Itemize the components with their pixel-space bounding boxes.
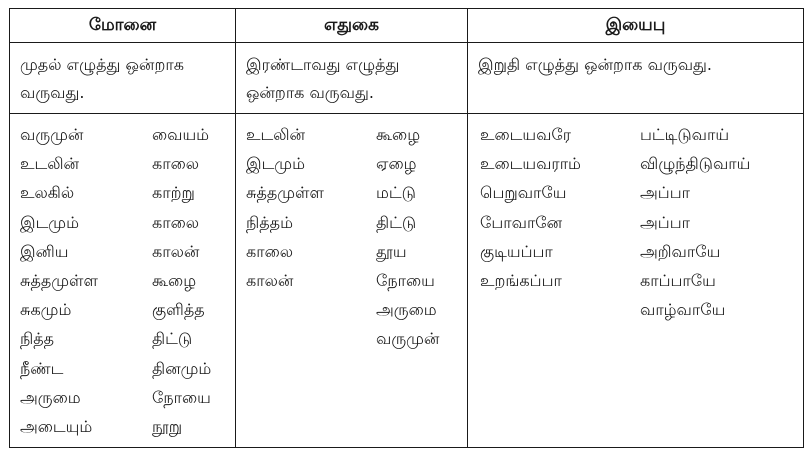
example-word	[480, 295, 630, 324]
example-word: உடலின்	[246, 125, 306, 144]
examples-cell-monai	[10, 114, 236, 448]
example-word: கூழை	[152, 271, 197, 291]
example-word: அருமை	[20, 387, 81, 407]
definition-cell-monai	[10, 43, 236, 114]
definition-iyaibu: இறுதி எழுத்து ஒன்றாக வருவது.	[478, 55, 712, 74]
example-word: சுத்தமுள்ள	[20, 271, 98, 291]
examples-iyaibu	[468, 114, 803, 330]
example-word	[246, 324, 366, 353]
example-word: காலன்	[246, 271, 294, 291]
examples-cell-iyaibu	[468, 114, 804, 448]
example-word: அருமை	[376, 300, 437, 320]
example-word: குளித்த	[152, 300, 205, 320]
example-word: காலன்	[152, 241, 200, 261]
example-word: உடையவரே	[480, 125, 572, 144]
example-word: அப்பா	[640, 212, 690, 232]
example-word: இடமும்	[20, 212, 79, 232]
example-word: திட்டு	[152, 329, 193, 349]
example-word: வருமுன்	[20, 125, 84, 144]
example-word: பெறுவாயே	[480, 183, 567, 203]
example-word: திட்டு	[376, 212, 417, 232]
example-word: மட்டு	[376, 183, 416, 203]
example-word: ஏழை	[376, 154, 417, 174]
example-word: தினமும்	[152, 358, 212, 378]
example-word: காலை	[152, 154, 200, 174]
header-ethugai: எதுகை	[236, 9, 468, 43]
example-word: குடியப்பா	[480, 241, 553, 261]
example-word: கூழை	[376, 125, 421, 144]
example-word: இடமும்	[246, 154, 305, 174]
example-word: அப்பா	[640, 183, 690, 203]
example-word: வாழ்வாயே	[640, 300, 726, 320]
example-word: நீண்ட	[20, 358, 64, 378]
example-word: உறங்கப்பா	[480, 271, 562, 291]
example-word: நித்தம்	[246, 212, 293, 232]
examples-row	[10, 114, 804, 448]
definition-ethugai: இரண்டாவது எழுத்து ஒன்றாக வருவது.	[246, 55, 400, 102]
example-word: நோயை	[376, 271, 435, 291]
example-word: காலை	[246, 241, 294, 261]
example-word: போவானே	[480, 212, 563, 232]
example-word: அடையும்	[20, 417, 93, 437]
example-word: காற்று	[152, 183, 195, 203]
example-word: பட்டிடுவாய்	[640, 125, 730, 144]
header-row	[10, 9, 804, 43]
examples-ethugai	[236, 114, 467, 360]
example-word: சுகமும்	[20, 300, 72, 320]
example-word: காலை	[152, 212, 200, 232]
example-word: வையம்	[152, 125, 210, 144]
definition-monai: முதல் எழுத்து ஒன்றாக வருவது.	[20, 55, 184, 102]
example-word: நோயை	[152, 387, 211, 407]
example-word: உடையவராம்	[480, 154, 581, 174]
example-word: உடலின்	[20, 154, 80, 174]
header-iyaibu: இயைபு	[468, 9, 804, 43]
example-word: இனிய	[20, 241, 69, 261]
definition-cell-iyaibu	[468, 43, 804, 114]
header-monai: மோனை	[10, 9, 236, 43]
example-word: நித்த	[20, 329, 55, 349]
examples-cell-ethugai	[236, 114, 468, 448]
examples-monai	[10, 114, 235, 447]
example-word: விழுந்திடுவாய்	[640, 154, 751, 174]
example-word	[246, 295, 366, 324]
example-word: உலகில்	[20, 183, 75, 203]
definition-row	[10, 43, 804, 114]
example-word: வருமுன்	[376, 329, 440, 349]
example-word: அறிவாயே	[640, 241, 721, 261]
example-word: சுத்தமுள்ள	[246, 183, 324, 203]
example-word: காப்பாயே	[640, 271, 716, 291]
definition-cell-ethugai	[236, 43, 468, 114]
example-word: நூறு	[152, 417, 183, 437]
prosody-table	[9, 8, 804, 448]
example-word: தூய	[376, 241, 407, 261]
